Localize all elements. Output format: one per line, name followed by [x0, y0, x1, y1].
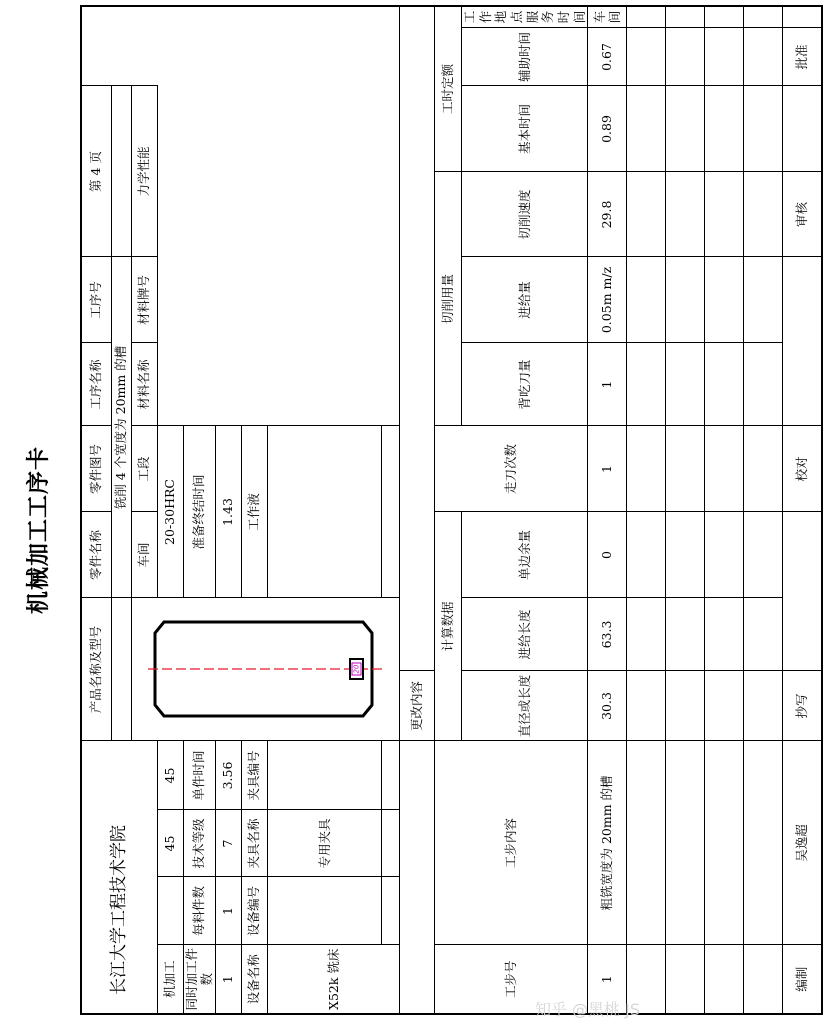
label-product: 产品名称及型号: [81, 598, 111, 741]
blank-cell: [666, 343, 705, 426]
info-cell: 同时加工件数: [183, 945, 215, 1014]
blank-cell: [267, 426, 381, 598]
blank-cell: [382, 426, 400, 598]
blank-cell: [744, 343, 783, 426]
col-cutting: 切削用量: [435, 172, 462, 426]
info-cell: 设备名称: [241, 945, 267, 1014]
info-cell: 技术等级: [183, 810, 215, 877]
col-diameter: 直径或长度: [462, 671, 588, 741]
blank-cell: [744, 598, 783, 671]
page-number: 第 4 页: [81, 86, 111, 257]
blank-cell: [627, 86, 666, 172]
blank-cell: [744, 172, 783, 257]
info-cell: 1.43: [215, 426, 241, 598]
part-drawing: [132, 599, 396, 741]
blank-cell: [666, 598, 705, 671]
footer-checked-label: 校对: [783, 426, 822, 512]
col-feed: 进给量: [462, 257, 588, 343]
info-cell: 单件时间: [183, 741, 215, 810]
info-cell: 机加工: [157, 945, 183, 1014]
page-title-area: [4, 446, 68, 614]
info-cell: 1: [215, 877, 241, 945]
info-cell: 7: [215, 810, 241, 877]
step-feed-length: 63.3: [588, 598, 627, 671]
part-drawing-cell: [131, 598, 400, 741]
blank-cell: [382, 877, 400, 945]
blank-cell: [627, 426, 666, 512]
info-cell: 力学性能: [131, 86, 157, 257]
col-speed: 切削速度: [462, 172, 588, 257]
info-cell: 1: [215, 945, 241, 1014]
label-part-drawing-no: 零件图号: [81, 426, 111, 512]
blank-cell: [705, 671, 744, 741]
blank-cell: [666, 257, 705, 343]
school-name: 长江大学工程技术学院: [81, 741, 157, 1014]
blank-cell: [627, 512, 666, 598]
col-step-no: 工步号: [435, 945, 588, 1014]
blank-cell: [267, 741, 381, 810]
col-passes: 走刀次数: [435, 426, 588, 512]
blank-cell: [666, 6, 705, 28]
blank-cell: [705, 86, 744, 172]
watermark: 知乎 @黑桃 JS: [534, 1000, 640, 1019]
blank-cell: [382, 810, 400, 877]
blank-cell: [382, 741, 400, 810]
blank-cell: [666, 28, 705, 86]
info-cell: 每料件数: [183, 877, 215, 945]
blank-cell: [705, 343, 744, 426]
blank-cell: [666, 671, 705, 741]
blank-cell: [666, 741, 705, 945]
step-passes: 1: [588, 426, 627, 512]
blank-cell: [744, 426, 783, 512]
info-cell: 3.56: [215, 741, 241, 810]
info-cell: 夹具名称: [241, 810, 267, 877]
col-aux-time: 辅助时间: [462, 28, 588, 86]
blank-cell: [627, 172, 666, 257]
step-diameter: 30.3: [588, 671, 627, 741]
col-feed-length: 进给长度: [462, 598, 588, 671]
info-cell: 45: [157, 810, 183, 877]
info-cell: 夹具编号: [241, 741, 267, 810]
device-name-value: X52k 铣床: [267, 945, 399, 1014]
blank-cell: [705, 945, 744, 1014]
info-cell: 设备编号: [241, 877, 267, 945]
blank-cell: [744, 512, 783, 598]
blank-cell: [705, 512, 744, 598]
info-cell: [157, 877, 183, 945]
blank-cell: [744, 28, 783, 86]
process-card-table: [80, 5, 823, 1015]
info-cell: 工段: [131, 426, 157, 512]
blank-cell: [627, 343, 666, 426]
footer-prepared-label: 编制: [783, 945, 822, 1014]
blank-cell: [705, 426, 744, 512]
col-basic-time: 基本时间: [462, 86, 588, 172]
label-part-name: 零件名称: [81, 512, 111, 598]
footer-approved-value: [783, 6, 822, 28]
info-cell: 车间: [131, 512, 157, 598]
blank-cell: [666, 945, 705, 1014]
header-blank: [111, 86, 131, 257]
footer-checked-value: [783, 257, 822, 426]
blank-cell: [705, 172, 744, 257]
blank-cell: [744, 741, 783, 945]
col-depth: 背吃刀量: [462, 343, 588, 426]
step-allowance: 0: [588, 512, 627, 598]
footer-approved-label: 批准: [783, 28, 822, 86]
blank-cell: [666, 426, 705, 512]
blank-cell: [744, 6, 783, 28]
col-calc-data: 计算数据: [435, 512, 462, 741]
label-process-name: 工序名称: [81, 343, 111, 426]
change-content-value: [400, 6, 435, 671]
blank-cell: [627, 671, 666, 741]
blank-cell: [705, 6, 744, 28]
col-step-content: 工步内容: [435, 741, 588, 945]
footer-reviewed-label: 审核: [783, 172, 822, 257]
blank-cell: [666, 86, 705, 172]
fixture-name-value: 专用夹具: [267, 810, 381, 877]
footer-copied-value: [783, 512, 822, 671]
info-cell: 20-30HRC: [157, 426, 183, 598]
blank-cell: [627, 257, 666, 343]
blank-cell: [666, 512, 705, 598]
label-process-no: 工序号: [81, 257, 111, 343]
step-feed: 0.05m m/z: [588, 257, 627, 343]
step-depth: 1: [588, 343, 627, 426]
blank-cell: [705, 598, 744, 671]
blank-cell: [705, 28, 744, 86]
blank-cell: [627, 741, 666, 945]
page-title: 机械加工工序卡: [24, 446, 52, 614]
step-speed: 29.8: [588, 172, 627, 257]
blank-cell: [666, 172, 705, 257]
step-aux-time: 0.67: [588, 28, 627, 86]
blank-cell: [705, 257, 744, 343]
blank-cell: [744, 86, 783, 172]
footer-preparer: 吴逸超: [783, 741, 822, 945]
col-time-quota: 工时定额: [435, 6, 462, 172]
info-cell: 材料名称: [131, 343, 157, 426]
part-drawing-figure: [144, 623, 382, 717]
footer-copied-label: 抄写: [783, 671, 822, 741]
info-cell: 材料牌号: [131, 257, 157, 343]
blank-cell: [744, 945, 783, 1014]
change-content-label: 更改内容: [400, 671, 435, 741]
blank-cell: [627, 598, 666, 671]
product-value: [111, 598, 131, 741]
info-cell: 工作液: [241, 426, 267, 598]
process-name-value: 铣削 4 个宽度为 20mm 的槽: [111, 257, 131, 598]
blank-cell: [627, 28, 666, 86]
blank-cell: [705, 741, 744, 945]
process-card-sheet: [80, 7, 810, 1015]
info-cell: 准备终结时间: [183, 426, 215, 598]
blank-cell: [267, 877, 381, 945]
info-cell: 45: [157, 741, 183, 810]
col-allowance: 单边余量: [462, 512, 588, 598]
blank-cell: [744, 257, 783, 343]
col-service-time: 工作地点服务时间: [462, 6, 588, 28]
dim-label: 20: [352, 665, 360, 674]
footer-reviewed-value: [783, 86, 822, 172]
blank-cell: [627, 6, 666, 28]
step-content: 粗铣宽度为 20mm 的槽: [588, 741, 627, 945]
blank-cell: [744, 671, 783, 741]
blank-cell: [400, 741, 435, 1014]
step-no: 1: [588, 945, 627, 1014]
step-basic-time: 0.89: [588, 86, 627, 172]
step-service: 车间: [588, 6, 627, 28]
card-rotation-wrapper: [80, 7, 810, 1015]
